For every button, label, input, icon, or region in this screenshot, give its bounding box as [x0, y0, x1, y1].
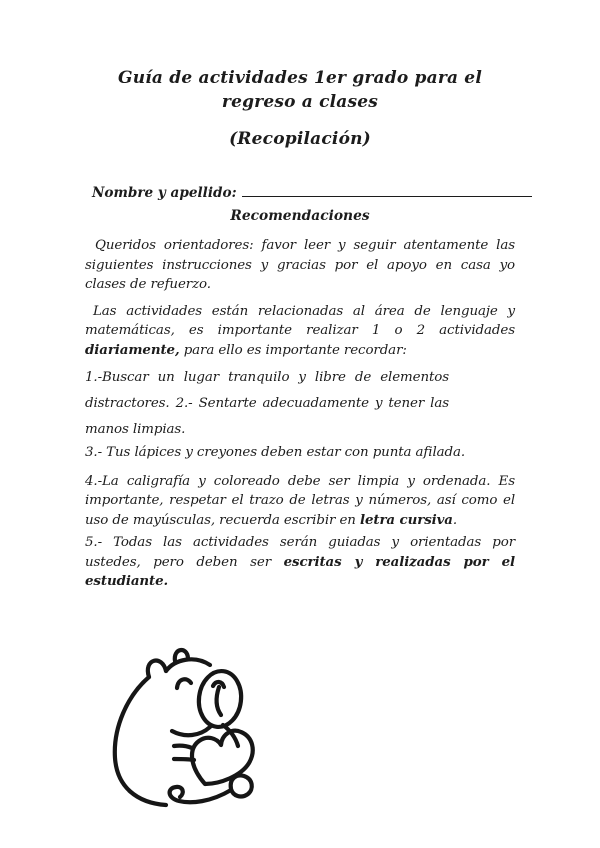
capybara-illustration [103, 628, 278, 818]
capybara-foot [231, 775, 252, 796]
capybara-left-ear-icon [148, 660, 166, 676]
capybara-arm [172, 727, 210, 735]
capybara-muzzle [196, 668, 245, 729]
paragraph-item-3: 3.- Tus lápices y creyones deben estar con punta afilada. [85, 445, 466, 460]
paragraph-items-1-2: 1.-Buscar un lugar tranquilo y libre de elementos distractores. 2.- Sentarte adecuadamente y tener las manos limpias. [85, 370, 449, 437]
page-subtitle: (Recopilación) [229, 129, 371, 149]
name-blank-line [242, 183, 532, 197]
page-title: Guía de actividades 1er grado para el regreso a clases [118, 68, 482, 112]
capybara-nose-icon [213, 681, 224, 714]
paragraph-activities: Las actividades están relacionadas al área de lenguaje y matemáticas, es importante realizar 1 o 2 actividades diariamente, para ello es importante recordar: [85, 303, 515, 358]
capybara-head-outline [166, 659, 210, 671]
paragraph-intro: Queridos orientadores: favor leer y seguir atentamente las siguientes instrucciones y gracias por el apoyo en casa yo clases de refuerzo. [85, 238, 515, 292]
paragraph-item-5: 5.- Todas las actividades serán guiadas y orientadas por ustedes, pero deben ser escritas y realizadas por el estudiante. [85, 535, 516, 589]
name-label: Nombre y apellido: [92, 185, 237, 201]
capybara-body-outline [115, 677, 166, 805]
capybara-hugging-heart-drawing [103, 628, 278, 818]
section-heading: Recomendaciones [230, 208, 370, 224]
paragraph-item-4: 4.-La caligrafía y coloreado debe ser limpia y ordenada. Es importante, respetar el trazo de letras y números, así como el uso de mayúsculas, recuerda escribir en letra cursiva. [85, 473, 515, 528]
capybara-leg-curl [170, 786, 231, 801]
capybara-eye-icon [177, 679, 191, 688]
name-row [92, 183, 515, 201]
